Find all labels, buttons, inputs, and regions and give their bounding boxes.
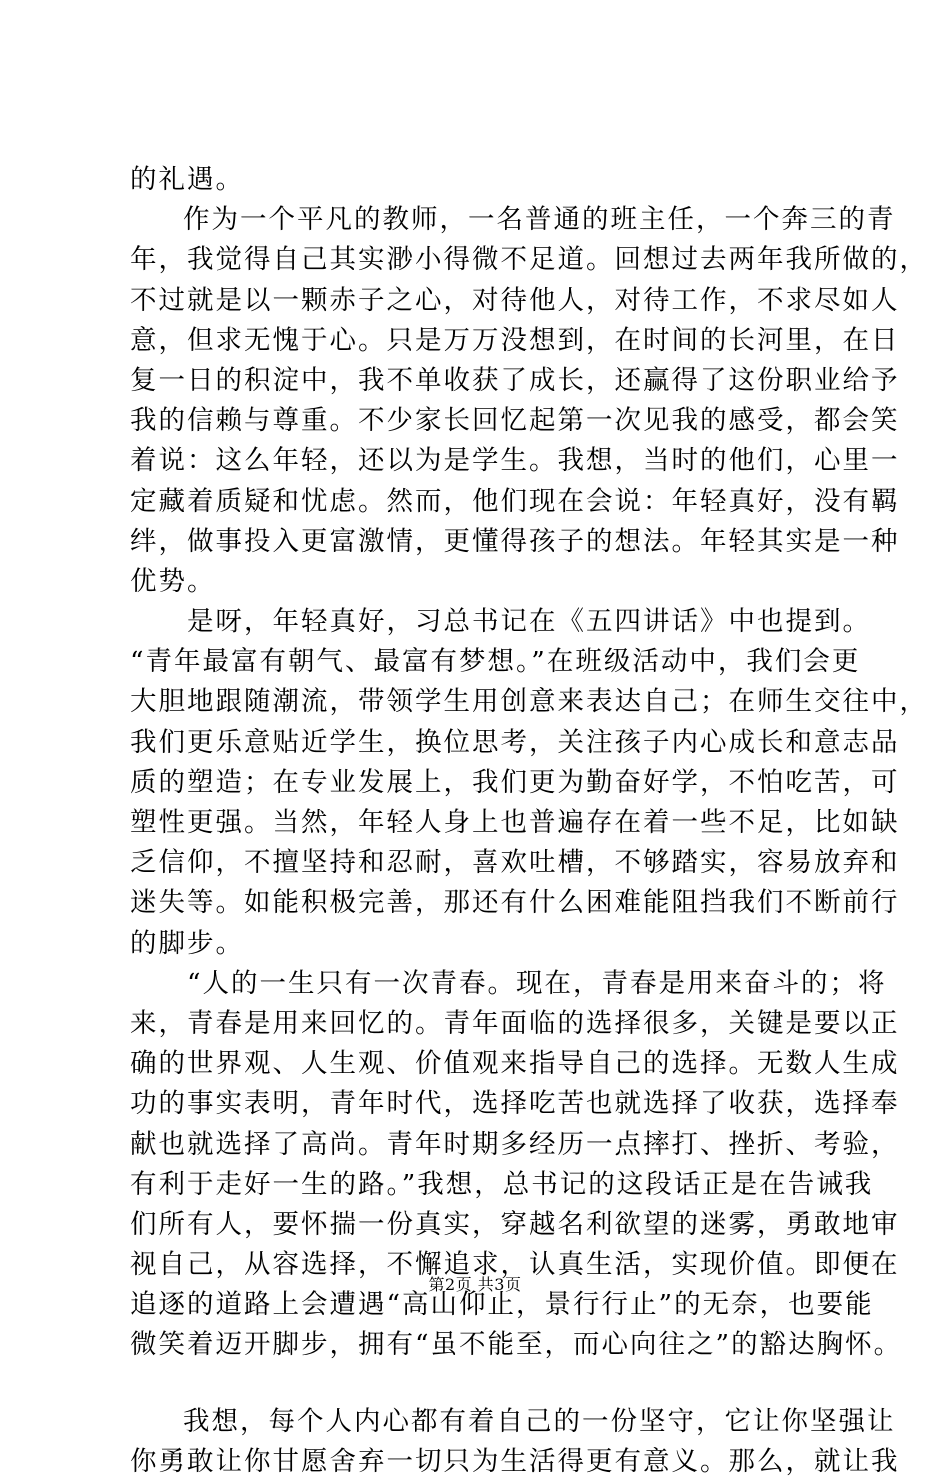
text-line: 微笑着迈开脚步，拥有“虽不能至，而心向往之”的豁达胸怀。 — [130, 1329, 903, 1361]
text-line: 复一日的积淀中，我不单收获了成长，还赢得了这份职业给予 — [130, 364, 900, 396]
text-line: 乏信仰，不擅坚持和忍耐，喜欢吐槽，不够踏实，容易放弃和 — [130, 847, 900, 879]
text-line: 我的信赖与尊重。不少家长回忆起第一次见我的感受，都会笑 — [130, 405, 900, 437]
text-line: “青年最富有朝气、最富有梦想。”在班级活动中，我们会更 — [130, 646, 861, 678]
text-line: 绊，做事投入更富激情，更懂得孩子的想法。年轻其实是一种 — [130, 525, 900, 557]
text-line: 我们更乐意贴近学生，换位思考，关注孩子内心成长和意志品 — [130, 726, 900, 758]
text-line: 年，我觉得自己其实渺小得微不足道。回想过去两年我所做的， — [130, 244, 928, 276]
text-line: 的礼遇。 — [130, 164, 244, 195]
text-line: 塑性更强。当然，年轻人身上也普遍存在着一些不足，比如缺 — [130, 807, 900, 838]
text-line: 有利于走好一生的路。”我想，总书记的这段话正是在告诫我 — [130, 1168, 874, 1200]
text-line: 功的事实表明，青年时代，选择吃苦也就选择了收获，选择奉 — [130, 1088, 900, 1120]
blank-line — [130, 1366, 850, 1402]
text-line: 视自己，从容选择，不懈追求，认真生活，实现价值。即便在 — [130, 1249, 900, 1281]
paragraph-first-line: “人的一生只有一次青春。现在，青春是用来奋斗的；将 — [187, 967, 887, 999]
paragraph-first-line: 是呀，年轻真好，习总书记在《五四讲话》中也提到。 — [187, 606, 871, 638]
text-line: 不过就是以一颗赤子之心，对待他人，对待工作，不求尽如人 — [130, 284, 900, 316]
text-line: 定藏着质疑和忧虑。然而，他们现在会说：年轻真好，没有羁 — [130, 485, 900, 517]
text-line: 的脚步。 — [130, 927, 244, 959]
text-line: 追逐的道路上会遭遇“高山仰止，景行行止”的无奈，也要能 — [130, 1289, 874, 1321]
text-line: 你勇敢让你甘愿舍弃一切只为生活得更有意义。那么，就让我 — [130, 1445, 900, 1477]
text-line: 献也就选择了高尚。青年时期多经历一点摔打、挫折、考验， — [130, 1128, 900, 1160]
paragraph-first-line: 作为一个平凡的教师，一名普通的班主任，一个奔三的青 — [183, 204, 896, 236]
page-footer — [0, 1275, 950, 1295]
text-line: 们所有人，要怀揣一份真实，穿越名利欲望的迷雾，勇敢地审 — [130, 1208, 900, 1240]
text-line: 意，但求无愧于心。只是万万没想到，在时间的长河里，在日 — [130, 324, 900, 356]
text-line: 大胆地跟随潮流，带领学生用创意来表达自己；在师生交往中， — [130, 686, 928, 718]
page-number: 第2页 共3页 — [428, 1275, 522, 1294]
text-line: 确的世界观、人生观、价值观来指导自己的选择。无数人生成 — [130, 1048, 900, 1080]
text-line: 来，青春是用来回忆的。青年面临的选择很多，关键是要以正 — [130, 1007, 900, 1039]
text-line: 优势。 — [130, 565, 216, 597]
text-line: 质的塑造；在专业发展上，我们更为勤奋好学，不怕吃苦，可 — [130, 766, 900, 798]
text-line: 迷失等。如能积极完善，那还有什么困难能阻挡我们不断前行 — [130, 887, 900, 919]
text-line: 着说：这么年轻，还以为是学生。我想，当时的他们，心里一 — [130, 445, 900, 477]
paragraph-first-line: 我想，每个人内心都有着自己的一份坚守，它让你坚强让 — [183, 1405, 896, 1437]
